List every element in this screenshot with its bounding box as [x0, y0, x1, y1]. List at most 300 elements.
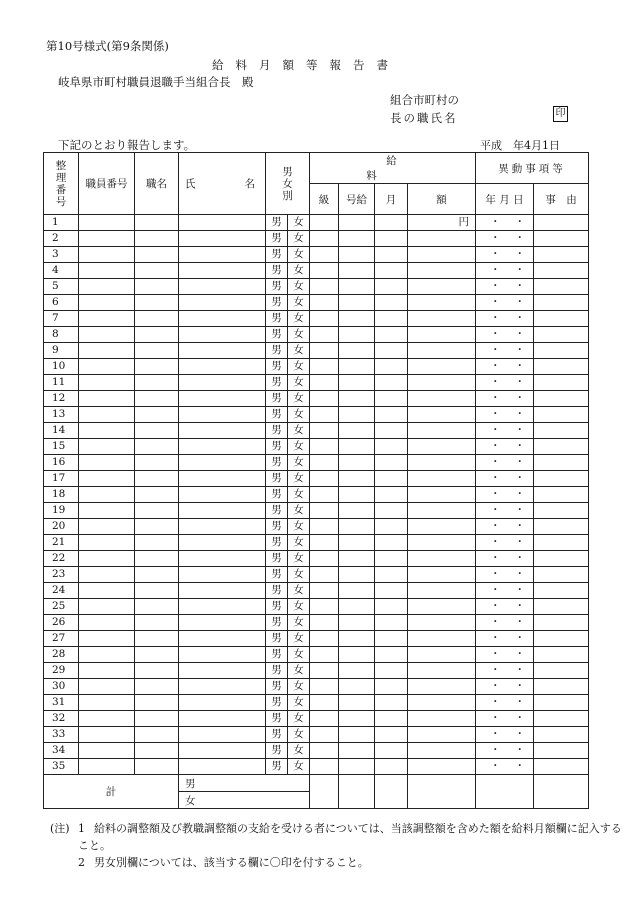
cell-shimei[interactable] — [179, 295, 266, 311]
cell-shokuin-bango[interactable] — [79, 583, 135, 599]
cell-shokuin-bango[interactable] — [79, 679, 135, 695]
cell-nengappi[interactable]: ・・ — [476, 263, 534, 279]
cell-jiyu[interactable] — [534, 679, 589, 695]
cell-jiyu[interactable] — [534, 551, 589, 567]
cell-gaku[interactable] — [408, 615, 476, 631]
sex-male-option[interactable]: 男 — [266, 359, 288, 375]
sex-female-option[interactable]: 女 — [288, 567, 310, 583]
cell-getsu[interactable] — [375, 455, 408, 471]
cell-getsu[interactable] — [375, 311, 408, 327]
cell-getsu[interactable] — [375, 215, 408, 231]
cell-nengappi[interactable]: ・・ — [476, 471, 534, 487]
cell-shokumei[interactable] — [135, 487, 179, 503]
cell-shokumei[interactable] — [135, 631, 179, 647]
cell-getsu[interactable] — [375, 263, 408, 279]
cell-nengappi[interactable]: ・・ — [476, 439, 534, 455]
cell-gokyu[interactable] — [339, 455, 375, 471]
cell-jiyu[interactable] — [534, 631, 589, 647]
cell-kyu[interactable] — [310, 279, 339, 295]
cell-kyu[interactable] — [310, 535, 339, 551]
cell-kyu[interactable] — [310, 503, 339, 519]
cell-getsu[interactable] — [375, 407, 408, 423]
sex-male-option[interactable]: 男 — [266, 663, 288, 679]
cell-shimei[interactable] — [179, 599, 266, 615]
cell-gokyu[interactable] — [339, 279, 375, 295]
cell-shokuin-bango[interactable] — [79, 311, 135, 327]
cell-shokuin-bango[interactable] — [79, 247, 135, 263]
sex-female-option[interactable]: 女 — [288, 375, 310, 391]
cell-shimei[interactable] — [179, 727, 266, 743]
cell-gokyu[interactable] — [339, 439, 375, 455]
cell-getsu[interactable] — [375, 759, 408, 775]
cell-gaku[interactable] — [408, 455, 476, 471]
cell-jiyu[interactable] — [534, 711, 589, 727]
cell-shimei[interactable] — [179, 663, 266, 679]
cell-gokyu[interactable] — [339, 215, 375, 231]
cell-shokuin-bango[interactable] — [79, 535, 135, 551]
sex-female-option[interactable]: 女 — [288, 503, 310, 519]
cell-kyu[interactable] — [310, 583, 339, 599]
cell-shimei[interactable] — [179, 343, 266, 359]
cell-jiyu[interactable] — [534, 663, 589, 679]
cell-jiyu[interactable] — [534, 599, 589, 615]
sex-male-option[interactable]: 男 — [266, 519, 288, 535]
sex-male-option[interactable]: 男 — [266, 695, 288, 711]
cell-shimei[interactable] — [179, 455, 266, 471]
sex-male-option[interactable]: 男 — [266, 599, 288, 615]
total-kyu[interactable] — [310, 775, 339, 809]
cell-gokyu[interactable] — [339, 487, 375, 503]
sex-male-option[interactable]: 男 — [266, 247, 288, 263]
cell-shokumei[interactable] — [135, 695, 179, 711]
cell-gaku[interactable] — [408, 247, 476, 263]
cell-shokumei[interactable] — [135, 679, 179, 695]
cell-shokuin-bango[interactable] — [79, 439, 135, 455]
cell-kyu[interactable] — [310, 647, 339, 663]
cell-shokumei[interactable] — [135, 407, 179, 423]
cell-shokuin-bango[interactable] — [79, 391, 135, 407]
sex-female-option[interactable]: 女 — [288, 679, 310, 695]
sex-female-option[interactable]: 女 — [288, 439, 310, 455]
cell-shokumei[interactable] — [135, 375, 179, 391]
cell-gaku[interactable] — [408, 327, 476, 343]
sex-male-option[interactable]: 男 — [266, 407, 288, 423]
cell-gokyu[interactable] — [339, 647, 375, 663]
cell-shokumei[interactable] — [135, 583, 179, 599]
cell-shokumei[interactable] — [135, 311, 179, 327]
cell-getsu[interactable] — [375, 375, 408, 391]
cell-shokumei[interactable] — [135, 567, 179, 583]
cell-gaku[interactable] — [408, 407, 476, 423]
sex-female-option[interactable]: 女 — [288, 551, 310, 567]
cell-jiyu[interactable] — [534, 327, 589, 343]
cell-getsu[interactable] — [375, 295, 408, 311]
cell-shimei[interactable] — [179, 551, 266, 567]
cell-getsu[interactable] — [375, 231, 408, 247]
cell-shimei[interactable] — [179, 327, 266, 343]
cell-getsu[interactable] — [375, 567, 408, 583]
cell-gokyu[interactable] — [339, 231, 375, 247]
sex-male-option[interactable]: 男 — [266, 535, 288, 551]
sex-female-option[interactable]: 女 — [288, 231, 310, 247]
cell-gaku[interactable] — [408, 295, 476, 311]
cell-shimei[interactable] — [179, 583, 266, 599]
cell-kyu[interactable] — [310, 455, 339, 471]
sex-female-option[interactable]: 女 — [288, 663, 310, 679]
cell-kyu[interactable] — [310, 391, 339, 407]
cell-gaku[interactable] — [408, 471, 476, 487]
cell-gaku[interactable] — [408, 311, 476, 327]
cell-jiyu[interactable] — [534, 647, 589, 663]
sex-male-option[interactable]: 男 — [266, 759, 288, 775]
cell-jiyu[interactable] — [534, 215, 589, 231]
cell-gokyu[interactable] — [339, 503, 375, 519]
cell-gaku[interactable] — [408, 231, 476, 247]
cell-shokumei[interactable] — [135, 551, 179, 567]
cell-shokuin-bango[interactable] — [79, 215, 135, 231]
sex-female-option[interactable]: 女 — [288, 471, 310, 487]
cell-getsu[interactable] — [375, 663, 408, 679]
sex-female-option[interactable]: 女 — [288, 519, 310, 535]
cell-jiyu[interactable] — [534, 519, 589, 535]
cell-nengappi[interactable]: ・・ — [476, 535, 534, 551]
cell-jiyu[interactable] — [534, 311, 589, 327]
sex-male-option[interactable]: 男 — [266, 231, 288, 247]
cell-kyu[interactable] — [310, 359, 339, 375]
cell-jiyu[interactable] — [534, 487, 589, 503]
cell-kyu[interactable] — [310, 615, 339, 631]
cell-shokuin-bango[interactable] — [79, 455, 135, 471]
cell-getsu[interactable] — [375, 695, 408, 711]
cell-kyu[interactable] — [310, 247, 339, 263]
cell-nengappi[interactable]: ・・ — [476, 359, 534, 375]
total-gaku[interactable] — [408, 775, 476, 809]
sex-female-option[interactable]: 女 — [288, 583, 310, 599]
cell-shokumei[interactable] — [135, 359, 179, 375]
cell-jiyu[interactable] — [534, 567, 589, 583]
cell-kyu[interactable] — [310, 375, 339, 391]
cell-gaku[interactable] — [408, 647, 476, 663]
cell-gaku[interactable] — [408, 727, 476, 743]
cell-shimei[interactable] — [179, 503, 266, 519]
sex-female-option[interactable]: 女 — [288, 727, 310, 743]
cell-kyu[interactable] — [310, 743, 339, 759]
cell-shokumei[interactable] — [135, 503, 179, 519]
cell-shokumei[interactable] — [135, 423, 179, 439]
cell-jiyu[interactable] — [534, 343, 589, 359]
sex-female-option[interactable]: 女 — [288, 711, 310, 727]
cell-getsu[interactable] — [375, 711, 408, 727]
cell-gokyu[interactable] — [339, 663, 375, 679]
cell-jiyu[interactable] — [534, 583, 589, 599]
cell-shimei[interactable] — [179, 535, 266, 551]
cell-shokumei[interactable] — [135, 663, 179, 679]
cell-shokuin-bango[interactable] — [79, 231, 135, 247]
cell-shimei[interactable] — [179, 695, 266, 711]
cell-gaku[interactable] — [408, 279, 476, 295]
sex-female-option[interactable]: 女 — [288, 759, 310, 775]
cell-gaku[interactable] — [408, 503, 476, 519]
cell-nengappi[interactable]: ・・ — [476, 423, 534, 439]
cell-nengappi[interactable]: ・・ — [476, 215, 534, 231]
sex-male-option[interactable]: 男 — [266, 615, 288, 631]
cell-shokuin-bango[interactable] — [79, 615, 135, 631]
cell-getsu[interactable] — [375, 423, 408, 439]
cell-shokuin-bango[interactable] — [79, 487, 135, 503]
sex-female-option[interactable]: 女 — [288, 599, 310, 615]
cell-shokumei[interactable] — [135, 455, 179, 471]
cell-shimei[interactable] — [179, 615, 266, 631]
cell-shimei[interactable] — [179, 215, 266, 231]
cell-shokumei[interactable] — [135, 343, 179, 359]
cell-getsu[interactable] — [375, 327, 408, 343]
cell-shokumei[interactable] — [135, 647, 179, 663]
cell-nengappi[interactable]: ・・ — [476, 583, 534, 599]
cell-gokyu[interactable] — [339, 327, 375, 343]
cell-jiyu[interactable] — [534, 279, 589, 295]
cell-jiyu[interactable] — [534, 359, 589, 375]
sex-female-option[interactable]: 女 — [288, 311, 310, 327]
cell-shokumei[interactable] — [135, 599, 179, 615]
sex-male-option[interactable]: 男 — [266, 295, 288, 311]
sex-female-option[interactable]: 女 — [288, 359, 310, 375]
cell-gokyu[interactable] — [339, 727, 375, 743]
cell-getsu[interactable] — [375, 727, 408, 743]
cell-nengappi[interactable]: ・・ — [476, 231, 534, 247]
cell-shimei[interactable] — [179, 471, 266, 487]
cell-gaku[interactable] — [408, 711, 476, 727]
sex-male-option[interactable]: 男 — [266, 567, 288, 583]
cell-gokyu[interactable] — [339, 551, 375, 567]
cell-shokuin-bango[interactable] — [79, 471, 135, 487]
cell-gokyu[interactable] — [339, 567, 375, 583]
cell-gokyu[interactable] — [339, 295, 375, 311]
cell-shimei[interactable] — [179, 439, 266, 455]
cell-gaku[interactable] — [408, 695, 476, 711]
cell-kyu[interactable] — [310, 727, 339, 743]
sex-male-option[interactable]: 男 — [266, 743, 288, 759]
sex-female-option[interactable]: 女 — [288, 215, 310, 231]
cell-nengappi[interactable]: ・・ — [476, 487, 534, 503]
total-getsu[interactable] — [375, 775, 408, 809]
cell-nengappi[interactable]: ・・ — [476, 407, 534, 423]
sex-female-option[interactable]: 女 — [288, 535, 310, 551]
cell-kyu[interactable] — [310, 311, 339, 327]
cell-shokuin-bango[interactable] — [79, 295, 135, 311]
cell-nengappi[interactable]: ・・ — [476, 455, 534, 471]
cell-getsu[interactable] — [375, 615, 408, 631]
sex-male-option[interactable]: 男 — [266, 311, 288, 327]
cell-kyu[interactable] — [310, 423, 339, 439]
sex-female-option[interactable]: 女 — [288, 343, 310, 359]
sex-male-option[interactable]: 男 — [266, 711, 288, 727]
sex-female-option[interactable]: 女 — [288, 391, 310, 407]
cell-gokyu[interactable] — [339, 375, 375, 391]
cell-getsu[interactable] — [375, 439, 408, 455]
cell-nengappi[interactable]: ・・ — [476, 567, 534, 583]
cell-shokuin-bango[interactable] — [79, 727, 135, 743]
cell-kyu[interactable] — [310, 711, 339, 727]
cell-gokyu[interactable] — [339, 263, 375, 279]
cell-gokyu[interactable] — [339, 759, 375, 775]
cell-nengappi[interactable]: ・・ — [476, 759, 534, 775]
cell-kyu[interactable] — [310, 231, 339, 247]
sex-male-option[interactable]: 男 — [266, 503, 288, 519]
cell-nengappi[interactable]: ・・ — [476, 327, 534, 343]
sex-male-option[interactable]: 男 — [266, 727, 288, 743]
sex-male-option[interactable]: 男 — [266, 647, 288, 663]
cell-gokyu[interactable] — [339, 311, 375, 327]
cell-gaku[interactable] — [408, 663, 476, 679]
cell-gaku[interactable] — [408, 423, 476, 439]
sex-male-option[interactable]: 男 — [266, 343, 288, 359]
cell-nengappi[interactable]: ・・ — [476, 279, 534, 295]
cell-shokuin-bango[interactable] — [79, 503, 135, 519]
sex-female-option[interactable]: 女 — [288, 263, 310, 279]
cell-getsu[interactable] — [375, 535, 408, 551]
cell-gokyu[interactable] — [339, 247, 375, 263]
cell-gokyu[interactable] — [339, 407, 375, 423]
cell-kyu[interactable] — [310, 439, 339, 455]
cell-shokuin-bango[interactable] — [79, 551, 135, 567]
cell-shokuin-bango[interactable] — [79, 567, 135, 583]
cell-shokumei[interactable] — [135, 327, 179, 343]
cell-shokuin-bango[interactable] — [79, 711, 135, 727]
sex-female-option[interactable]: 女 — [288, 743, 310, 759]
cell-getsu[interactable] — [375, 679, 408, 695]
cell-shimei[interactable] — [179, 679, 266, 695]
cell-kyu[interactable] — [310, 567, 339, 583]
cell-shimei[interactable] — [179, 231, 266, 247]
cell-nengappi[interactable]: ・・ — [476, 727, 534, 743]
cell-jiyu[interactable] — [534, 375, 589, 391]
sex-male-option[interactable]: 男 — [266, 263, 288, 279]
cell-shokuin-bango[interactable] — [79, 263, 135, 279]
cell-shokuin-bango[interactable] — [79, 423, 135, 439]
cell-kyu[interactable] — [310, 599, 339, 615]
sex-female-option[interactable]: 女 — [288, 247, 310, 263]
cell-jiyu[interactable] — [534, 263, 589, 279]
cell-jiyu[interactable] — [534, 439, 589, 455]
cell-nengappi[interactable]: ・・ — [476, 631, 534, 647]
cell-shokuin-bango[interactable] — [79, 343, 135, 359]
cell-gaku[interactable] — [408, 263, 476, 279]
cell-shokumei[interactable] — [135, 759, 179, 775]
cell-gaku[interactable] — [408, 535, 476, 551]
cell-getsu[interactable] — [375, 631, 408, 647]
cell-kyu[interactable] — [310, 679, 339, 695]
cell-kyu[interactable] — [310, 263, 339, 279]
cell-shimei[interactable] — [179, 311, 266, 327]
cell-gaku[interactable] — [408, 759, 476, 775]
cell-shokuin-bango[interactable] — [79, 519, 135, 535]
cell-gaku[interactable] — [408, 519, 476, 535]
cell-shimei[interactable] — [179, 711, 266, 727]
cell-gokyu[interactable] — [339, 679, 375, 695]
cell-shokumei[interactable] — [135, 535, 179, 551]
cell-shokumei[interactable] — [135, 711, 179, 727]
sex-male-option[interactable]: 男 — [266, 439, 288, 455]
cell-nengappi[interactable]: ・・ — [476, 247, 534, 263]
cell-kyu[interactable] — [310, 215, 339, 231]
cell-kyu[interactable] — [310, 487, 339, 503]
cell-gaku[interactable] — [408, 679, 476, 695]
cell-gokyu[interactable] — [339, 471, 375, 487]
sex-female-option[interactable]: 女 — [288, 487, 310, 503]
cell-shimei[interactable] — [179, 743, 266, 759]
cell-getsu[interactable] — [375, 503, 408, 519]
cell-getsu[interactable] — [375, 487, 408, 503]
cell-gaku[interactable] — [408, 567, 476, 583]
cell-shokuin-bango[interactable] — [79, 759, 135, 775]
cell-shokumei[interactable] — [135, 743, 179, 759]
cell-gokyu[interactable] — [339, 535, 375, 551]
cell-getsu[interactable] — [375, 743, 408, 759]
cell-shimei[interactable] — [179, 407, 266, 423]
sex-male-option[interactable]: 男 — [266, 487, 288, 503]
cell-gaku[interactable]: 円 — [408, 215, 476, 231]
cell-nengappi[interactable]: ・・ — [476, 615, 534, 631]
cell-getsu[interactable] — [375, 647, 408, 663]
cell-nengappi[interactable]: ・・ — [476, 295, 534, 311]
cell-kyu[interactable] — [310, 663, 339, 679]
cell-getsu[interactable] — [375, 391, 408, 407]
cell-shokumei[interactable] — [135, 279, 179, 295]
cell-nengappi[interactable]: ・・ — [476, 391, 534, 407]
cell-shokumei[interactable] — [135, 263, 179, 279]
sex-male-option[interactable]: 男 — [266, 631, 288, 647]
cell-nengappi[interactable]: ・・ — [476, 711, 534, 727]
cell-shimei[interactable] — [179, 759, 266, 775]
cell-shokuin-bango[interactable] — [79, 327, 135, 343]
cell-jiyu[interactable] — [534, 695, 589, 711]
cell-kyu[interactable] — [310, 631, 339, 647]
cell-kyu[interactable] — [310, 759, 339, 775]
cell-shokuin-bango[interactable] — [79, 407, 135, 423]
cell-gokyu[interactable] — [339, 743, 375, 759]
cell-gokyu[interactable] — [339, 711, 375, 727]
cell-shimei[interactable] — [179, 391, 266, 407]
total-nengappi[interactable] — [476, 775, 534, 809]
cell-jiyu[interactable] — [534, 407, 589, 423]
cell-kyu[interactable] — [310, 551, 339, 567]
cell-shokumei[interactable] — [135, 471, 179, 487]
cell-jiyu[interactable] — [534, 743, 589, 759]
cell-kyu[interactable] — [310, 343, 339, 359]
cell-nengappi[interactable]: ・・ — [476, 743, 534, 759]
cell-jiyu[interactable] — [534, 727, 589, 743]
cell-getsu[interactable] — [375, 471, 408, 487]
cell-kyu[interactable] — [310, 471, 339, 487]
cell-getsu[interactable] — [375, 247, 408, 263]
cell-gaku[interactable] — [408, 583, 476, 599]
sex-female-option[interactable]: 女 — [288, 423, 310, 439]
sex-female-option[interactable]: 女 — [288, 295, 310, 311]
cell-getsu[interactable] — [375, 279, 408, 295]
sex-female-option[interactable]: 女 — [288, 647, 310, 663]
cell-shimei[interactable] — [179, 519, 266, 535]
cell-jiyu[interactable] — [534, 423, 589, 439]
cell-shokumei[interactable] — [135, 727, 179, 743]
cell-gaku[interactable] — [408, 487, 476, 503]
cell-nengappi[interactable]: ・・ — [476, 663, 534, 679]
cell-shimei[interactable] — [179, 375, 266, 391]
cell-shokumei[interactable] — [135, 615, 179, 631]
cell-getsu[interactable] — [375, 519, 408, 535]
cell-shimei[interactable] — [179, 647, 266, 663]
cell-shokuin-bango[interactable] — [79, 599, 135, 615]
cell-nengappi[interactable]: ・・ — [476, 519, 534, 535]
